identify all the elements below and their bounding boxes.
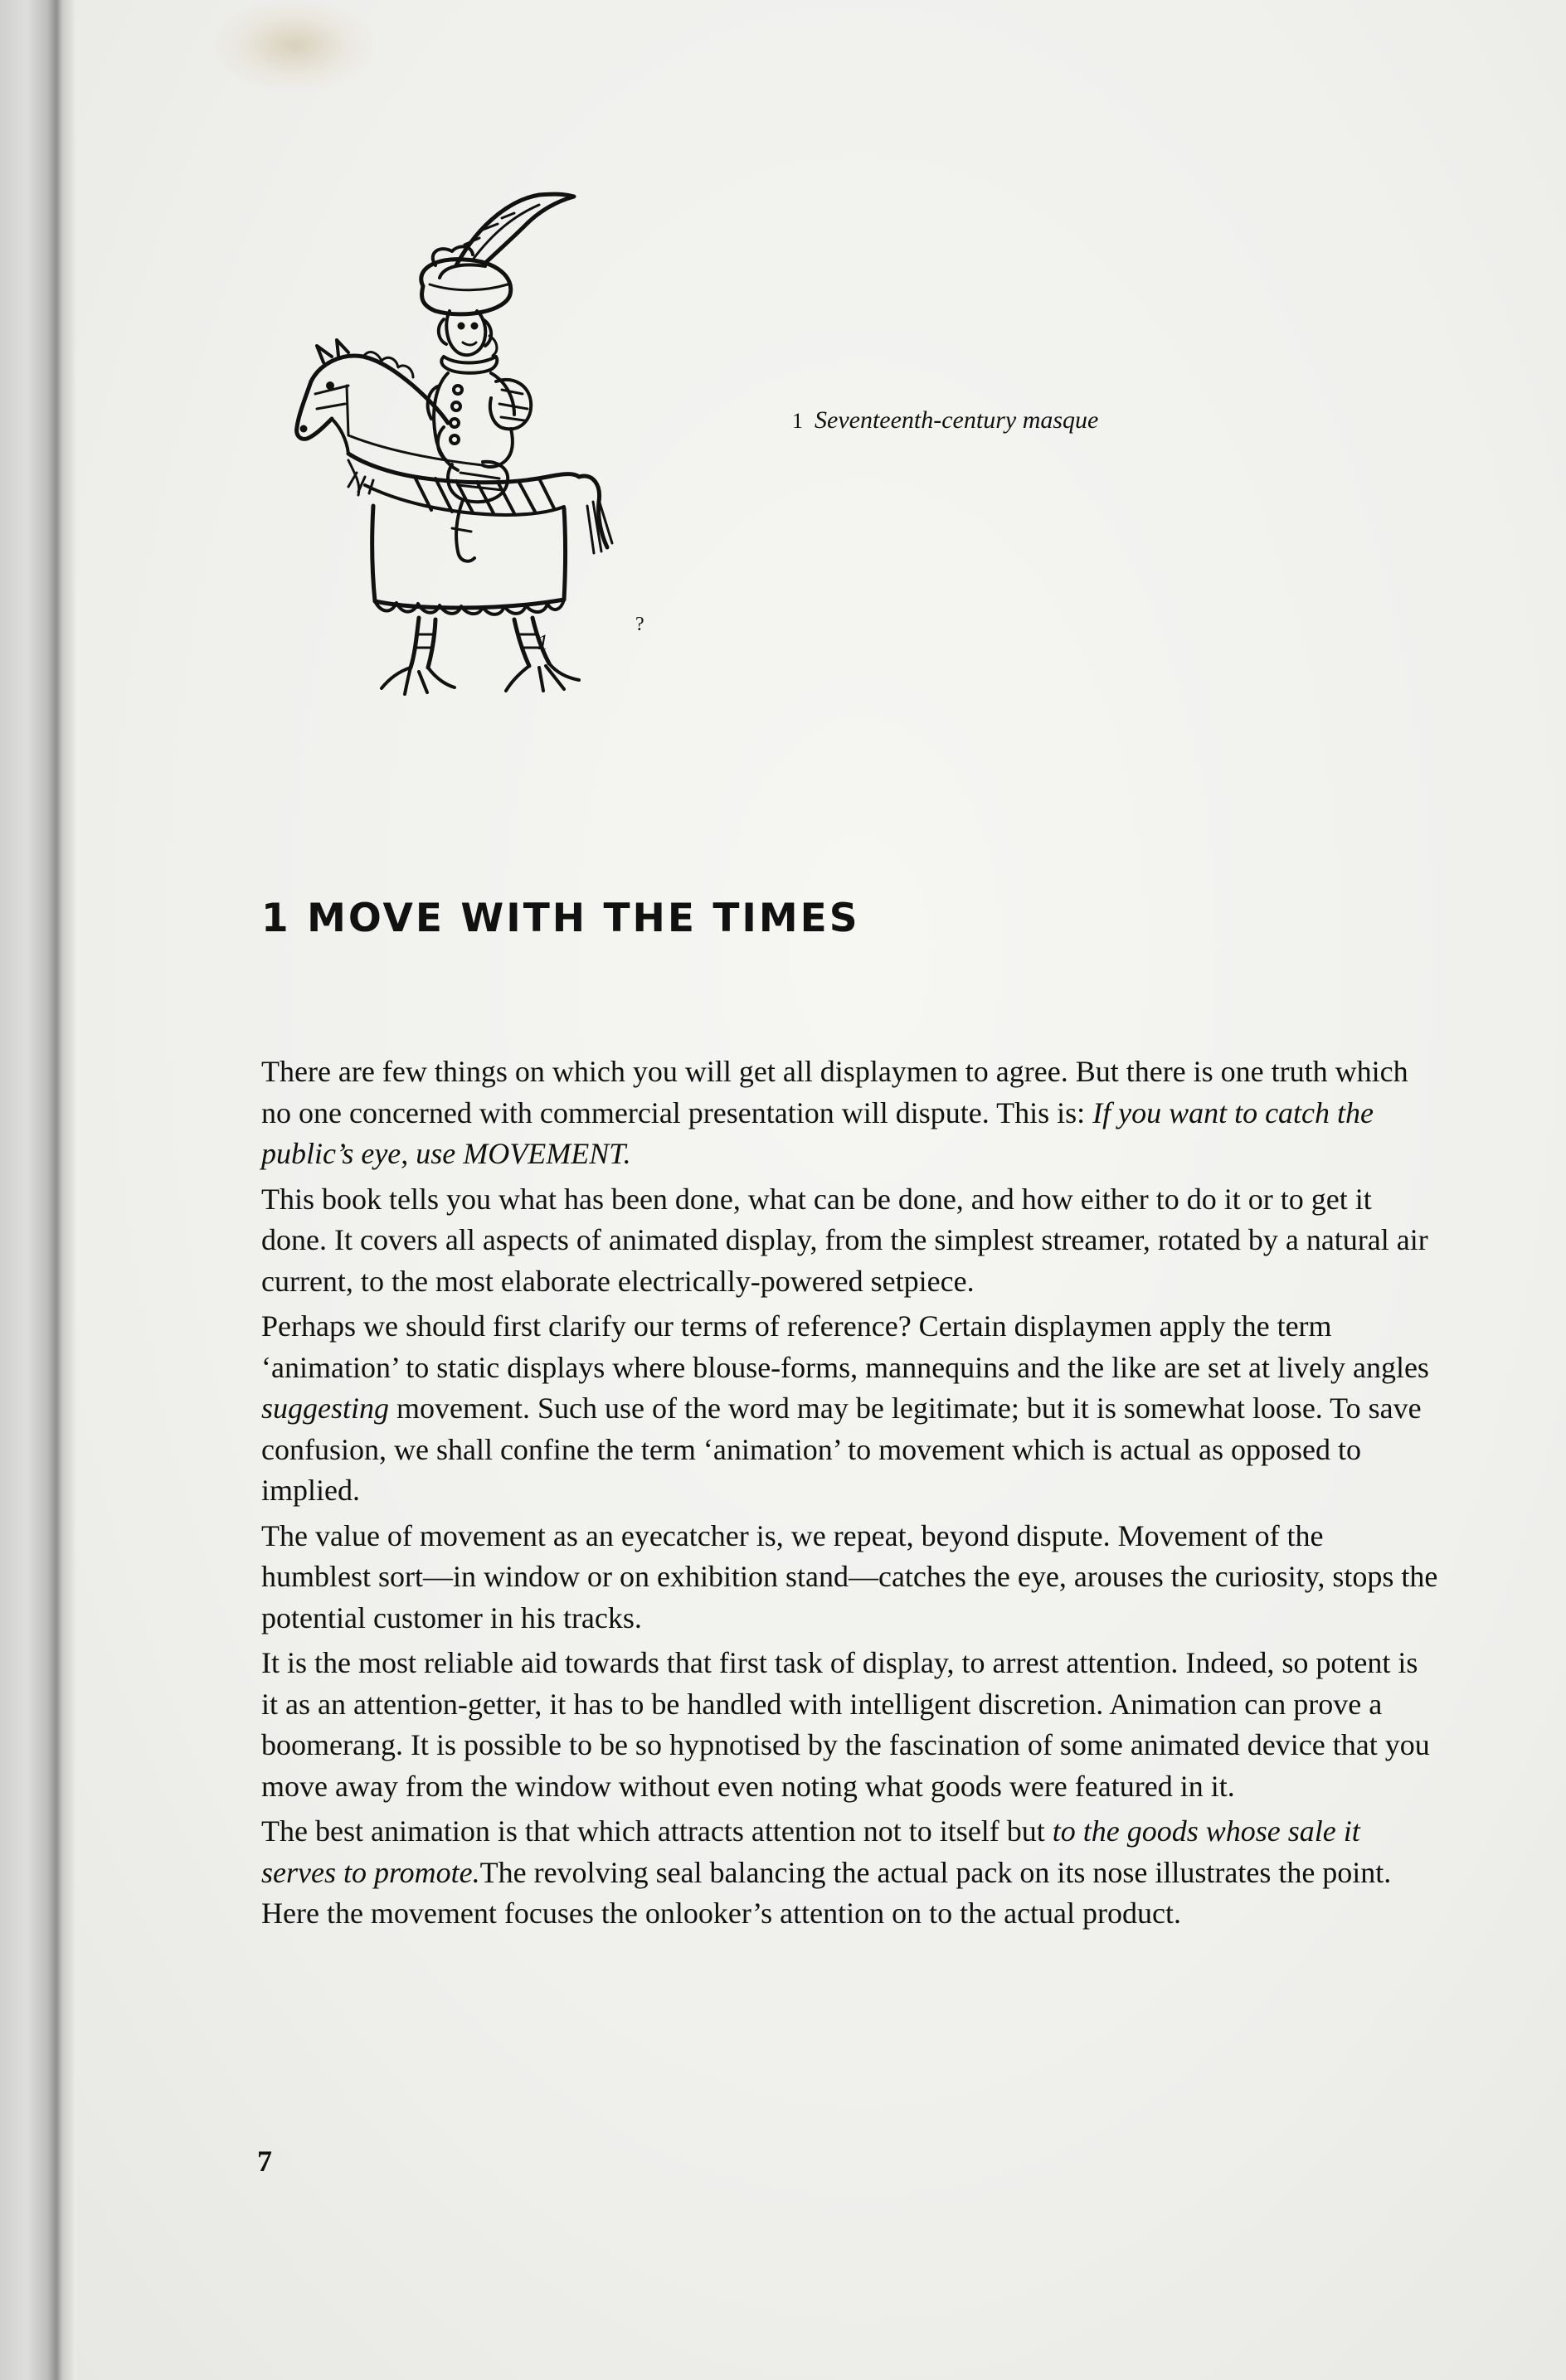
binding-shadow (0, 0, 76, 2380)
paragraph-6 (261, 1811, 1439, 1935)
paragraph-3 (261, 1306, 1439, 1512)
paragraph-6-text-b: The revolving seal balancing the actual pack on its nose illustrates the point. Here the movement focuses the onlooker’s attention on to the actual product. (261, 1855, 1392, 1930)
paragraph-3-text-a: Perhaps we should first clarify our terms of reference? Certain displaymen apply the term ‘animation’ to static displays where blouse-forms, mannequins and the like are set at lively angles (261, 1309, 1429, 1384)
paragraph-3-text-b: movement. Such use of the word may be legitimate; but it is somewhat loose. To save confusion, we shall confine the term ‘animation’ to movement which is actual as opposed to implied. (261, 1392, 1422, 1507)
paragraph-1 (261, 1052, 1439, 1175)
illustration-mark-one: 1 (537, 630, 548, 654)
chapter-title: 1 MOVE WITH THE TIMES (261, 896, 860, 941)
paragraph-6-italic: to the goods whose sale it serves to promote. (261, 1814, 1360, 1889)
paragraph-2: This book tells you what has been done, what can be done, and how either to do it or to get it done. It covers all aspects of animated display, from the simplest streamer, rotated by a natural air current, to the most elaborate electrically-powered setpiece. (261, 1182, 1428, 1298)
body-text (261, 1052, 1439, 1939)
paragraph-5: It is the most reliable aid towards that first task of display, to arrest attention. Indeed, so potent is it as an attention-getter, it has to be handled with intelligent discretion. Animation can prove a boomerang. It is possible to be so hypnotised by the fascination of some animated device that you move away from the window without even noting what goods were featured in it. (261, 1646, 1430, 1803)
horseman-masque-drawing (265, 187, 688, 784)
illustration-mark-question: ? (635, 614, 644, 635)
figure-caption (792, 406, 1098, 435)
paper-stain (216, 0, 373, 91)
paragraph-3-italic: suggesting (261, 1392, 390, 1425)
paragraph-1-text: There are few things on which you will get all displaymen to agree. But there is one truth which no one concerned with commercial presentation will dispute. This is: (261, 1055, 1408, 1129)
page-number: 7 (257, 2144, 272, 2178)
paragraph-6-text-a: The best animation is that which attracts attention not to itself but (261, 1814, 1053, 1848)
figure-caption-text: Seventeenth-century masque (815, 406, 1099, 434)
figure-number: 1 (792, 409, 803, 433)
paragraph-4: The value of movement as an eyecatcher is, we repeat, beyond dispute. Movement of the humblest sort—in window or on exhibition stand—catches the eye, arouses the curiosity, stops the potential customer in his tracks. (261, 1518, 1438, 1634)
paragraph-1-italic: If you want to catch the public’s eye, use MOVEMENT. (261, 1095, 1374, 1170)
